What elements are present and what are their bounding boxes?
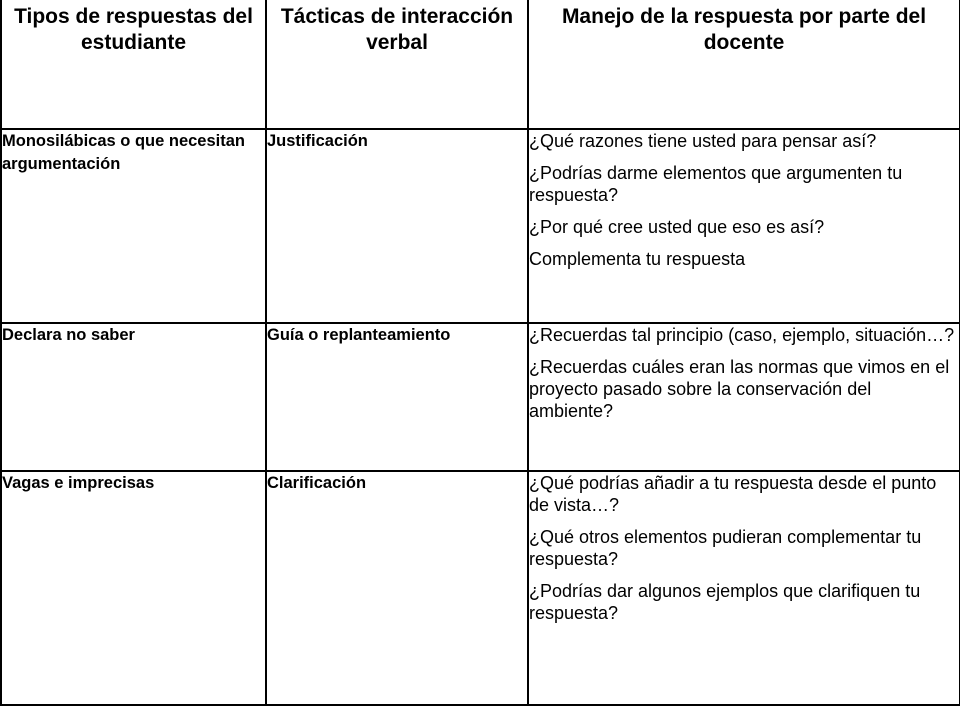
header-cell-manejo (528, 0, 960, 129)
question-text: ¿Qué otros elementos pudieran complementar tu respuesta? (529, 527, 922, 569)
tipo-cell: Monosilábicas o que necesitan argumentación (1, 129, 266, 323)
header-row (1, 0, 960, 129)
manejo-cell (528, 129, 960, 323)
question-text: ¿Podrías darme elementos que argumenten tu respuesta? (529, 163, 903, 205)
table-row (1, 129, 960, 323)
tactica-cell: Guía o replanteamiento (266, 323, 528, 471)
header-cell-tipos (1, 0, 266, 129)
tipo-cell: Vagas e imprecisas (1, 471, 266, 705)
header-label-tacticas: Tácticas de interacción verbal (280, 5, 514, 54)
question-text: ¿Qué podrías añadir a tu respuesta desde el punto de vista…? (529, 473, 937, 515)
table-row (1, 471, 960, 705)
table-row (1, 323, 960, 471)
question-text: ¿Podrías dar algunos ejemplos que clarifiquen tu respuesta? (529, 581, 921, 623)
header-label-manejo: Manejo de la respuesta por parte del docente (561, 5, 927, 54)
manejo-cell (528, 323, 960, 471)
question-text: ¿Qué razones tiene usted para pensar así? (529, 131, 877, 151)
tactica-cell: Clarificación (266, 471, 528, 705)
header-label-tipos: Tipos de respuestas del estudiante (14, 5, 253, 54)
question-text: Complementa tu respuesta (529, 249, 746, 269)
question-text: ¿Recuerdas cuáles eran las normas que vimos en el proyecto pasado sobre la conservación del ambiente? (529, 357, 950, 421)
tipo-cell: Declara no saber (1, 323, 266, 471)
question-text: ¿Por qué cree usted que eso es así? (529, 217, 825, 237)
header-cell-tacticas (266, 0, 528, 129)
manejo-cell (528, 471, 960, 705)
question-text: ¿Recuerdas tal principio (caso, ejemplo, situación…? (529, 325, 955, 345)
tactica-cell: Justificación (266, 129, 528, 323)
